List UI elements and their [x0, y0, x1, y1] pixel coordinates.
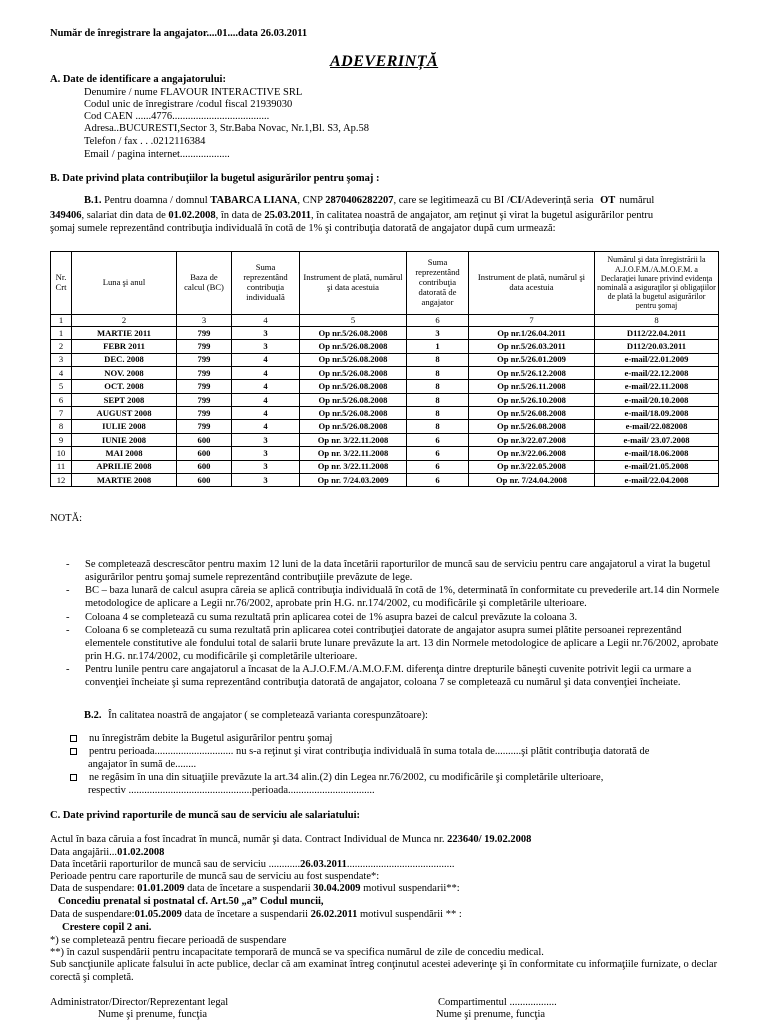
cell-month-year: FEBR 2011 — [72, 340, 177, 353]
column-number: 5 — [300, 315, 407, 327]
cell-month-year: AUGUST 2008 — [72, 407, 177, 420]
suspension-2-reason: Crestere copil 2 ani. — [62, 922, 152, 933]
cell-payment-instrument-2: Op nr.5/26.12.2008 — [469, 366, 595, 379]
cell-payment-instrument-2: Op nr.5/26.11.2008 — [469, 380, 595, 393]
cell-calc-base: 799 — [177, 393, 232, 406]
cell-payment-instrument-2: Op nr.3/22.06.2008 — [469, 447, 595, 460]
header-individual-contribution: Suma reprezentând contribuţia individuală — [232, 252, 300, 315]
table-row — [51, 447, 719, 460]
b2-line — [84, 709, 428, 722]
table-row — [51, 420, 719, 433]
section-c-heading: C. Date privind raporturile de muncă sau de serviciu ale salariatului: — [50, 810, 361, 821]
declaration-text: Sub sancţiunile aplicate falsului în acte publice, declar că am examinat întreg conţinutul acestei adeverinţe şi în conformitate cu informaţiile furnizate, o declar corectă şi completă. — [50, 959, 718, 984]
cell-nr-crt: 9 — [51, 433, 72, 446]
cell-month-year: DEC. 2008 — [72, 353, 177, 366]
cell-individual-contribution: 3 — [232, 433, 300, 446]
id-number: 349406 — [50, 210, 82, 221]
b1-text: numărul — [619, 195, 655, 206]
cell-employer-contribution: 8 — [407, 353, 469, 366]
table-row — [51, 474, 719, 487]
b1-label: B.1. — [84, 195, 102, 206]
suspension-1-reason: Concediu prenatal si postnatal cf. Art.50 „a” Codul muncii, — [58, 896, 324, 907]
cell-nr-crt: 3 — [51, 353, 72, 366]
b1-text: , CNP — [297, 195, 323, 206]
cell-nr-crt: 10 — [51, 447, 72, 460]
checkbox-icon[interactable] — [70, 735, 77, 742]
b1-text: , în calitatea noastră de angajator, am reţinut şi virat la bugetul asigurărilor pentru — [311, 210, 654, 221]
cell-declaration-ref: e-mail/22.082008 — [595, 420, 719, 433]
hire-date: 01.02.2008 — [117, 847, 165, 858]
cell-calc-base: 799 — [177, 380, 232, 393]
cell-individual-contribution: 3 — [232, 447, 300, 460]
header-declaration: Numărul şi data înregistrării la A.J.O.F.M./A.M.O.F.M. a Declaraţiei lunare privind evidenţa nominală a asiguraţilor şi obligaţiilor de plată la bugetul asigurărilor pentru şomaj — [595, 252, 719, 315]
footnote-2: **) în cazul suspendării pentru incapacitate temporară de muncă se va specifica numărul de zile de concediu medical. — [50, 947, 544, 958]
b2-option-3-cont: respectiv ...............................................perioada................................. — [88, 785, 375, 796]
employee-cnp: 2870406282207 — [325, 195, 394, 206]
cell-calc-base: 600 — [177, 433, 232, 446]
cell-calc-base: 799 — [177, 340, 232, 353]
header-payment-instrument: Instrument de plată, numărul şi data acestuia — [300, 252, 407, 315]
column-number: 8 — [595, 315, 719, 327]
employer-address: Adresa..BUCURESTI,Sector 3, Str.Baba Novac, Nr.1,Bl. S3, Ap.58 — [84, 123, 369, 134]
b1-line-2 — [50, 209, 653, 222]
table-row — [51, 366, 719, 379]
cell-employer-contribution: 8 — [407, 366, 469, 379]
cell-individual-contribution: 4 — [232, 393, 300, 406]
cell-month-year: MARTIE 2008 — [72, 474, 177, 487]
table-header-row — [51, 252, 719, 315]
signatory-right-name: Nume şi prenume, funcţia — [436, 1009, 546, 1020]
cell-payment-instrument-2: Op nr.5/26.08.2008 — [469, 420, 595, 433]
hire-date-line: Data angajării...01.02.2008 — [50, 847, 165, 858]
cell-employer-contribution: 8 — [407, 380, 469, 393]
cell-payment-instrument-2: Op nr.3/22.05.2008 — [469, 460, 595, 473]
cell-nr-crt: 11 — [51, 460, 72, 473]
cell-month-year: IUNIE 2008 — [72, 433, 177, 446]
table-row — [51, 433, 719, 446]
cell-individual-contribution: 4 — [232, 380, 300, 393]
column-number: 2 — [72, 315, 177, 327]
cell-individual-contribution: 3 — [232, 474, 300, 487]
cell-employer-contribution: 8 — [407, 393, 469, 406]
cell-payment-instrument: Op nr.5/26.08.2008 — [300, 353, 407, 366]
checkbox-icon[interactable] — [70, 774, 77, 781]
b1-text: /Adeverință seria — [521, 195, 594, 206]
cell-payment-instrument-2: Op nr. 7/24.04.2008 — [469, 474, 595, 487]
table-row — [51, 460, 719, 473]
cell-declaration-ref: e-mail/ 23.07.2008 — [595, 433, 719, 446]
cell-month-year: APRILIE 2008 — [72, 460, 177, 473]
table-row — [51, 393, 719, 406]
cell-calc-base: 799 — [177, 326, 232, 339]
contributions-table — [50, 251, 719, 487]
nota-item: - Coloana 4 se completează cu suma rezultată prin aplicarea cotei de 1% asupra bazei de calcul prevăzute la coloana 3. — [66, 611, 578, 623]
cell-payment-instrument: Op nr.5/26.08.2008 — [300, 380, 407, 393]
b2-option-2-cont: angajator în sumă de........ — [88, 759, 197, 770]
table-row — [51, 380, 719, 393]
table-row — [51, 340, 719, 353]
cell-payment-instrument: Op nr.5/26.08.2008 — [300, 366, 407, 379]
cell-nr-crt: 2 — [51, 340, 72, 353]
cell-declaration-ref: e-mail/22.01.2009 — [595, 353, 719, 366]
contract-number: 223640/ 19.02.2008 — [447, 834, 532, 845]
header-employer-contribution: Suma reprezentând contribuţia datorată de angajator — [407, 252, 469, 315]
nota-item: - Pentru lunile pentru care angajatorul a încasat de la A.J.O.F.M./A.M.O.F.M. diferenţa dintre drepturile băneşti cuvenite potrivit legii ca urmare a convenţiei încheiate şi suma reprezentând contribuţia datorată de angajator, coloana 7 se completează cu numărul şi data convenţiei încheiate. — [66, 664, 692, 689]
cell-employer-contribution: 6 — [407, 433, 469, 446]
cell-employer-contribution: 6 — [407, 474, 469, 487]
footnote-1: *) se completează pentru fiecare perioadă de suspendare — [50, 935, 287, 946]
b2-option-2[interactable]: pentru perioada.............................. nu s-a reţinut şi virat contribuţia individuală în suma totala de..........şi plătit contribuţia datorată de — [70, 745, 649, 758]
cell-nr-crt: 4 — [51, 366, 72, 379]
cell-declaration-ref: e-mail/22.11.2008 — [595, 380, 719, 393]
employer-phone: Telefon / fax . . .0212116384 — [84, 136, 206, 147]
cell-declaration-ref: e-mail/18.09.2008 — [595, 407, 719, 420]
end-date: 25.03.2011 — [264, 210, 312, 221]
cell-declaration-ref: e-mail/21.05.2008 — [595, 460, 719, 473]
id-type: CI — [509, 195, 522, 206]
b2-option-1[interactable]: nu înregistrăm debite la Bugetul asigurărilor pentru şomaj — [70, 732, 332, 745]
b1-line-1 — [84, 194, 654, 207]
suspension-periods-line: Perioade pentru care raporturile de muncă sau de serviciu au fost suspendate*: — [50, 871, 380, 882]
cell-payment-instrument-2: Op nr.5/26.01.2009 — [469, 353, 595, 366]
cell-nr-crt: 1 — [51, 326, 72, 339]
column-number: 6 — [407, 315, 469, 327]
column-number: 1 — [51, 315, 72, 327]
cell-payment-instrument: Op nr.5/26.08.2008 — [300, 407, 407, 420]
cell-nr-crt: 8 — [51, 420, 72, 433]
cell-employer-contribution: 6 — [407, 460, 469, 473]
cell-declaration-ref: e-mail/18.06.2008 — [595, 447, 719, 460]
cell-calc-base: 799 — [177, 353, 232, 366]
cell-employer-contribution: 8 — [407, 420, 469, 433]
suspension-2-line: Data de suspendare:01.05.2009 data de încetare a suspendarii 26.02.2011 motivul suspendării ** : — [50, 909, 462, 920]
cell-individual-contribution: 4 — [232, 353, 300, 366]
nota-item: - BC – baza lunară de calcul asupra căreia se aplică contribuţia individuală în cotă de 1%, determinată în conformitate cu prevederile art.14 din Normele metodologice de aplicare a Legii nr.76/2002, aprobate prin H.G. nr.174/2002, cu modificările şi completările ulterioare. — [66, 585, 720, 610]
cell-individual-contribution: 4 — [232, 407, 300, 420]
employer-fiscal-code: Codul unic de înregistrare /codul fiscal 21939030 — [84, 99, 293, 110]
cell-payment-instrument: Op nr.5/26.08.2008 — [300, 326, 407, 339]
cell-payment-instrument-2: Op nr.5/26.03.2011 — [469, 340, 595, 353]
cell-individual-contribution: 4 — [232, 366, 300, 379]
cell-employer-contribution: 6 — [407, 447, 469, 460]
header-nr-crt: Nr. Crt — [51, 252, 72, 315]
cell-nr-crt: 7 — [51, 407, 72, 420]
signatory-right-title: Compartimentul .................. — [438, 997, 557, 1008]
cell-month-year: MARTIE 2011 — [72, 326, 177, 339]
document-title: ADEVERINȚĂ — [330, 53, 439, 70]
cell-payment-instrument: Op nr. 7/24.03.2009 — [300, 474, 407, 487]
column-number-row — [51, 315, 719, 327]
header-base: Baza de calcul (BC) — [177, 252, 232, 315]
cell-declaration-ref: e-mail/22.12.2008 — [595, 366, 719, 379]
employment-date: 01.02.2008 — [168, 210, 216, 221]
cell-payment-instrument-2: Op nr.5/26.08.2008 — [469, 407, 595, 420]
b1-text: , în data de — [215, 210, 262, 221]
b1-text: , care se legitimează cu BI / — [393, 195, 510, 206]
b2-option-3[interactable]: ne regăsim în una din situaţiile prevăzute la art.34 alin.(2) din Legea nr.76/2002, cu modificările şi completările ulterioare, — [70, 771, 603, 784]
nota-item: - Se completează descrescător pentru maxim 12 luni de la data încetării raporturilor de muncă sau de serviciu pentru care angajatorul a virat la bugetul asigurărilor pentru şomaj sumele reprezentând contribuţiile prevăzute de lege. — [66, 559, 711, 584]
cell-payment-instrument: Op nr. 3/22.11.2008 — [300, 460, 407, 473]
cell-payment-instrument: Op nr.5/26.08.2008 — [300, 393, 407, 406]
employee-name: TABARCA LIANA — [210, 195, 298, 206]
cell-declaration-ref: D112/20.03.2011 — [595, 340, 719, 353]
cell-nr-crt: 12 — [51, 474, 72, 487]
cell-calc-base: 600 — [177, 460, 232, 473]
cell-employer-contribution: 3 — [407, 326, 469, 339]
nota-list — [58, 558, 726, 689]
cell-payment-instrument: Op nr. 3/22.11.2008 — [300, 433, 407, 446]
section-a-heading: A. Date de identificare a angajatorului: — [50, 74, 226, 85]
nota-item: - Coloana 6 se completează cu suma rezultată prin aplicarea cotei contribuţiei datorate de angajator asupra sumei plătite persoanei reprezentând elementele constitutive ale fondului total de salarii brute lunare prevăzute la art. 13 din Normele metodologice de aplicare a Legii nr.76/2002, aprobate prin H.G. nr.174/2002, cu modificările şi completările ulterioare. — [66, 624, 719, 662]
cell-payment-instrument-2: Op nr.3/22.07.2008 — [469, 433, 595, 446]
cell-declaration-ref: D112/22.04.2011 — [595, 326, 719, 339]
header-month-year: Luna şi anul — [72, 252, 177, 315]
termination-line: Data încetării raporturilor de muncă sau de serviciu ............26.03.2011......................................... — [50, 859, 455, 870]
cell-individual-contribution: 3 — [232, 340, 300, 353]
b1-text: , salariat din data de — [81, 210, 166, 221]
column-number: 3 — [177, 315, 232, 327]
cell-calc-base: 600 — [177, 447, 232, 460]
b2-label: B.2. — [84, 710, 102, 721]
cell-payment-instrument: Op nr.5/26.08.2008 — [300, 340, 407, 353]
cell-month-year: OCT. 2008 — [72, 380, 177, 393]
cell-calc-base: 600 — [177, 474, 232, 487]
registration-line: Număr de înregistrare la angajator....01....data 26.03.2011 — [50, 28, 308, 39]
cell-employer-contribution: 1 — [407, 340, 469, 353]
cell-payment-instrument: Op nr.5/26.08.2008 — [300, 420, 407, 433]
cell-month-year: NOV. 2008 — [72, 366, 177, 379]
cell-employer-contribution: 8 — [407, 407, 469, 420]
column-number: 7 — [469, 315, 595, 327]
column-number: 4 — [232, 315, 300, 327]
table-row — [51, 326, 719, 339]
termination-date: 26.03.2011 — [300, 859, 347, 870]
suspension-1-line: Data de suspendare: 01.01.2009 data de încetare a suspendarii 30.04.2009 motivul suspendarii**: — [50, 883, 460, 894]
table-row — [51, 407, 719, 420]
table-row — [51, 353, 719, 366]
employer-name: Denumire / nume FLAVOUR INTERACTIVE SRL — [84, 87, 303, 98]
cell-individual-contribution: 3 — [232, 326, 300, 339]
signatory-left-name: Nume şi prenume, funcţia — [98, 1009, 208, 1020]
header-payment-instrument-2: Instrument de plată, numărul şi data acestuia — [469, 252, 595, 315]
cell-month-year: MAI 2008 — [72, 447, 177, 460]
cell-nr-crt: 5 — [51, 380, 72, 393]
cell-declaration-ref: e-mail/20.10.2008 — [595, 393, 719, 406]
cell-nr-crt: 6 — [51, 393, 72, 406]
employer-caen: Cod CAEN ......4776..................................... — [84, 111, 270, 122]
cell-individual-contribution: 4 — [232, 420, 300, 433]
employer-email: Email / pagina internet................... — [84, 149, 230, 160]
b2-text: În calitatea noastră de angajator ( se completează varianta corespunzătoare): — [108, 710, 428, 721]
cell-individual-contribution: 3 — [232, 460, 300, 473]
section-b-heading: B. Date privind plata contribuţiilor la bugetul asigurărilor pentru şomaj : — [50, 173, 380, 184]
cell-payment-instrument-2: Op nr.1/26.04.2011 — [469, 326, 595, 339]
cell-payment-instrument: Op nr. 3/22.11.2008 — [300, 447, 407, 460]
cell-calc-base: 799 — [177, 420, 232, 433]
checkbox-icon[interactable] — [70, 748, 77, 755]
cell-month-year: IULIE 2008 — [72, 420, 177, 433]
contract-line: Actul în baza căruia a fost încadrat în muncă, număr şi data. Contract Individual de Munca nr. 223640/ 19.02.2008 — [50, 834, 532, 845]
b1-line-3: şomaj sumele reprezentând contribuţia individuală în cotă de 1% şi contribuţia datorată de angajator după cum urmează: — [50, 223, 556, 234]
b1-text: Pentru doamna / domnul — [104, 195, 208, 206]
cell-payment-instrument-2: Op nr.5/26.10.2008 — [469, 393, 595, 406]
cell-calc-base: 799 — [177, 407, 232, 420]
cell-declaration-ref: e-mail/22.04.2008 — [595, 474, 719, 487]
signatory-left-title: Administrator/Director/Reprezentant legal — [50, 997, 229, 1008]
id-series: OT — [600, 195, 616, 206]
cell-calc-base: 799 — [177, 366, 232, 379]
nota-label: NOTĂ: — [50, 513, 83, 524]
cell-month-year: SEPT 2008 — [72, 393, 177, 406]
